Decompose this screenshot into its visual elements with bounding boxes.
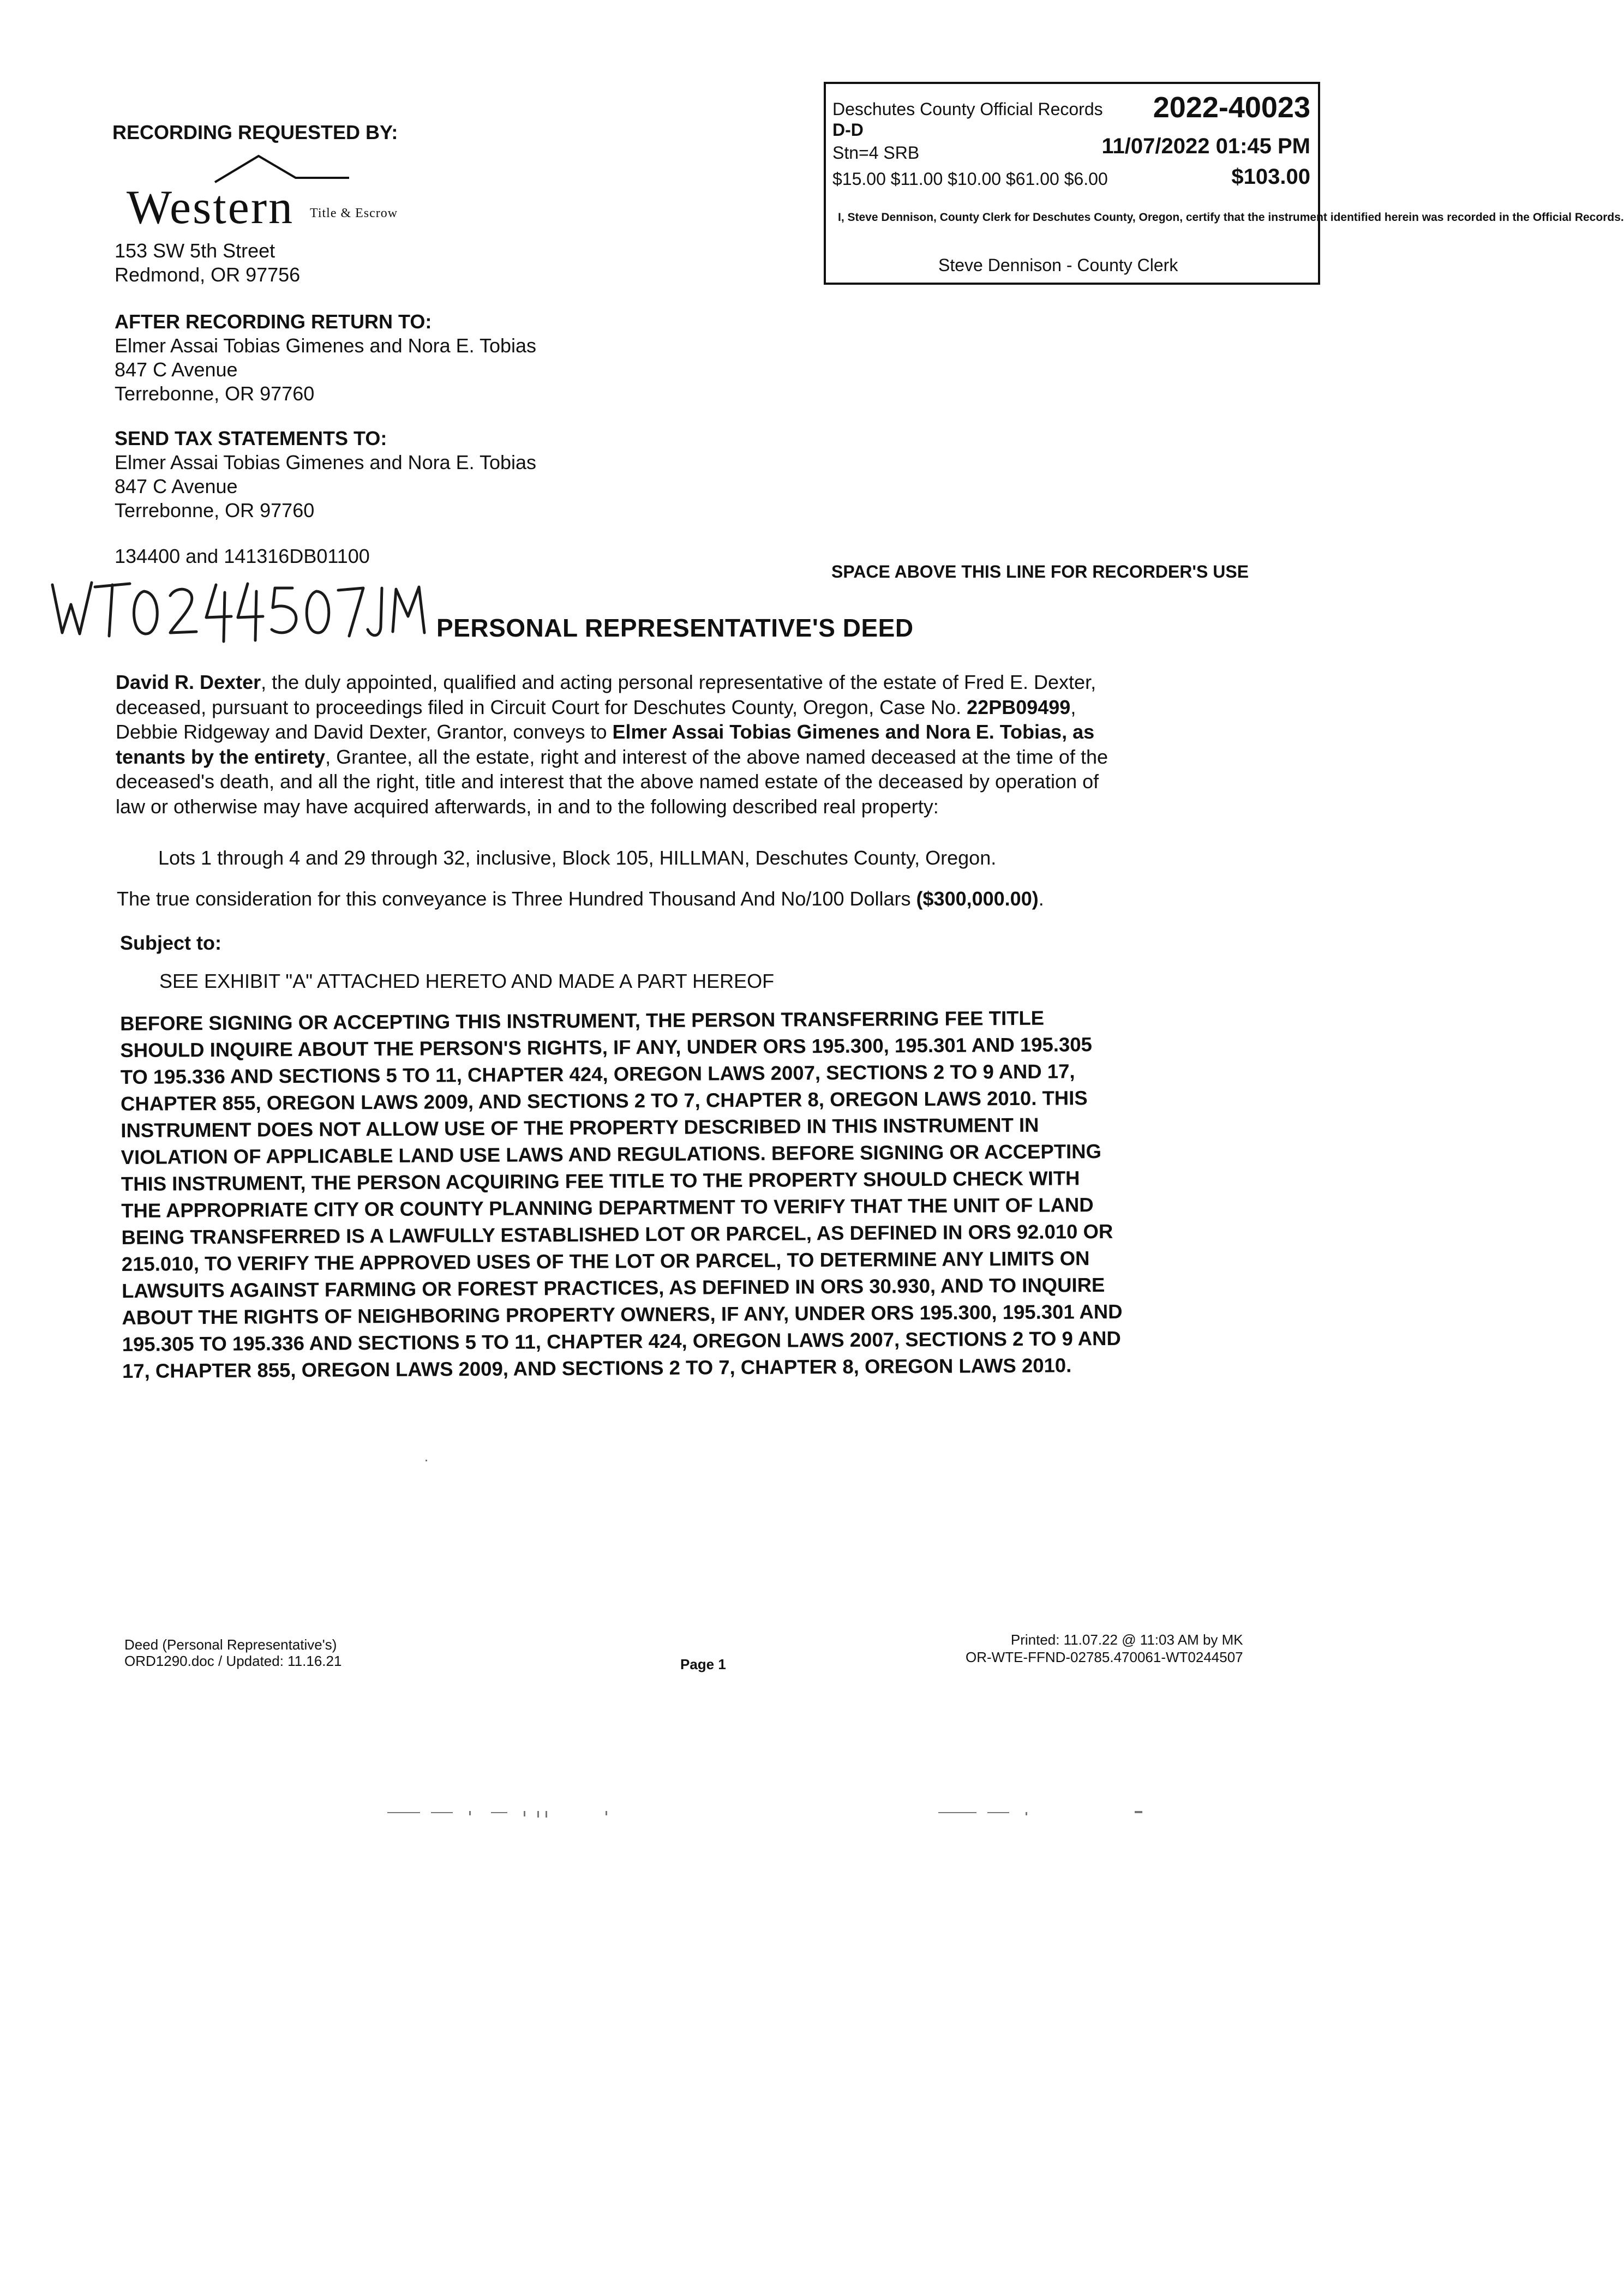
recording-stamp-box	[824, 82, 1624, 285]
recording-office: Deschutes County Official Records	[832, 99, 1103, 119]
print-info	[966, 1631, 1243, 1666]
warning-line: THIS INSTRUMENT, THE PERSON ACQUIRING FEE TITLE TO THE PROPERTY SHOULD CHECK WITH	[121, 1167, 1080, 1195]
consideration-end: .	[1038, 887, 1044, 910]
conveyance-paragraph	[116, 670, 1272, 819]
return-to-line: Elmer Assai Tobias Gimenes and Nora E. Tobias	[115, 334, 537, 357]
warning-line: 195.305 TO 195.336 AND SECTIONS 5 TO 11, CHAPTER 424, OREGON LAWS 2007, SECTIONS 2 TO 9 AND	[122, 1327, 1121, 1356]
paragraph-line	[116, 745, 1272, 770]
case-number: 22PB09499	[967, 695, 1071, 718]
paragraph-line	[116, 719, 1272, 745]
form-name: Deed (Personal Representative's)	[124, 1636, 337, 1653]
warning-line: INSTRUMENT DOES NOT ALLOW USE OF THE PROPERTY DESCRIBED IN THIS INSTRUMENT IN	[121, 1113, 1039, 1142]
recorder-use-notice: SPACE ABOVE THIS LINE FOR RECORDER'S USE	[831, 562, 1249, 581]
address-line: Redmond, OR 97756	[115, 263, 301, 286]
form-identifier	[124, 1636, 341, 1669]
recording-total: $103.00	[1231, 165, 1310, 189]
roof-logo-icon	[214, 152, 350, 184]
consideration-statement	[117, 887, 1044, 910]
page-number: Page 1	[680, 1656, 726, 1672]
tax-statements-line: 847 C Avenue	[115, 475, 238, 497]
tax-statements-block	[115, 427, 536, 523]
return-to-line: Terrebonne, OR 97760	[115, 382, 315, 405]
paragraph-line: law or otherwise may have acquired afterwards, in and to the following described real property:	[116, 795, 939, 818]
tenancy-type: tenants by the entirety	[116, 745, 326, 768]
representative-name: David R. Dexter	[116, 671, 261, 693]
handwritten-order-number	[48, 573, 430, 646]
tax-statements-label: SEND TAX STATEMENTS TO:	[115, 427, 387, 449]
return-to-label: AFTER RECORDING RETURN TO:	[115, 310, 432, 333]
address-line: 153 SW 5th Street	[115, 239, 275, 262]
statutory-warning	[120, 1003, 1290, 1384]
parcel-ids: 134400 and 141316DB01100	[115, 545, 370, 567]
legal-description: Lots 1 through 4 and 29 through 32, inclusive, Block 105, HILLMAN, Deschutes County, Oregon.	[158, 847, 997, 869]
recording-number: 2022-40023	[1153, 91, 1310, 124]
warning-line: 215.010, TO VERIFY THE APPROVED USES OF THE LOT OR PARCEL, TO DETERMINE ANY LIMITS ON	[121, 1247, 1090, 1275]
exhibit-reference: SEE EXHIBIT "A" ATTACHED HERETO AND MADE A PART HEREOF	[159, 970, 775, 992]
clerk-certification: I, Steve Dennison, County Clerk for Deschutes County, Oregon, certify that the instrument identified herein was recorded in the Official Records.	[838, 211, 1624, 224]
paragraph-text: ,	[1070, 695, 1076, 718]
warning-line: BEING TRANSFERRED IS A LAWFULLY ESTABLISHED LOT OR PARCEL, AS DEFINED IN ORS 92.010 OR	[121, 1220, 1113, 1249]
paragraph-line	[116, 670, 1272, 695]
county-clerk: Steve Dennison - County Clerk	[938, 255, 1178, 275]
consideration-text: The true consideration for this conveyance is Three Hundred Thousand And No/100 Dollars	[117, 887, 916, 910]
warning-line: 17, CHAPTER 855, OREGON LAWS 2009, AND SECTIONS 2 TO 7, CHAPTER 8, OREGON LAWS 2010.	[122, 1354, 1072, 1382]
warning-line: ABOUT THE RIGHTS OF NEIGHBORING PROPERTY OWNERS, IF ANY, UNDER ORS 195.300, 195.301 AND	[122, 1300, 1123, 1329]
warning-line: LAWSUITS AGAINST FARMING OR FOREST PRACTICES, AS DEFINED IN ORS 30.930, AND TO INQUIRE	[122, 1273, 1105, 1302]
document-type: D-D	[832, 120, 864, 140]
file-number: OR-WTE-FFND-02785.470061-WT0244507	[966, 1649, 1243, 1665]
logo-subtitle: Title & Escrow	[310, 206, 398, 220]
grantee-names: Elmer Assai Tobias Gimenes and Nora E. Tobias, as	[612, 721, 1095, 743]
form-file: ORD1290.doc / Updated: 11.16.21	[124, 1653, 342, 1669]
recording-datetime: 11/07/2022 01:45 PM	[1101, 134, 1310, 158]
company-address	[115, 239, 300, 287]
logo-wordmark: Western	[127, 181, 295, 234]
warning-line: CHAPTER 855, OREGON LAWS 2009, AND SECTIONS 2 TO 7, CHAPTER 8, OREGON LAWS 2010. THIS	[120, 1087, 1088, 1115]
paragraph-text: , Grantee, all the estate, right and interest of the above named deceased at the time of the	[325, 745, 1108, 768]
consideration-amount: ($300,000.00)	[916, 887, 1039, 910]
paragraph-text: deceased, pursuant to proceedings filed in Circuit Court for Deschutes County, Oregon, Case No.	[116, 695, 967, 718]
document-title: PERSONAL REPRESENTATIVE'S DEED	[436, 614, 914, 642]
warning-line: THE APPROPRIATE CITY OR COUNTY PLANNING DEPARTMENT TO VERIFY THAT THE UNIT OF LAND	[121, 1194, 1094, 1222]
recording-fees: $15.00 $11.00 $10.00 $61.00 $6.00	[832, 169, 1108, 189]
subject-to-heading: Subject to:	[120, 932, 221, 954]
warning-line: VIOLATION OF APPLICABLE LAND USE LAWS AND REGULATIONS. BEFORE SIGNING OR ACCEPTING	[121, 1140, 1102, 1168]
return-to-line: 847 C Avenue	[115, 358, 238, 381]
paragraph-text: Debbie Ridgeway and David Dexter, Grantor, conveys to	[116, 721, 613, 743]
printed-stamp: Printed: 11.07.22 @ 11:03 AM by MK	[1010, 1632, 1243, 1648]
warning-line: SHOULD INQUIRE ABOUT THE PERSON'S RIGHTS, IF ANY, UNDER ORS 195.300, 195.301 AND 195.305	[120, 1033, 1092, 1061]
return-to-block	[115, 310, 536, 406]
paragraph-line	[116, 695, 1272, 720]
paragraph-line: deceased's death, and all the right, title and interest that the above named estate of the deceased by operation of	[116, 770, 1099, 793]
recording-requested-by-label: RECORDING REQUESTED BY:	[112, 121, 398, 143]
western-title-logo	[121, 152, 448, 233]
tax-statements-line: Terrebonne, OR 97760	[115, 499, 315, 521]
paragraph-text: , the duly appointed, qualified and acting personal representative of the estate of Fred E. Dexter,	[261, 671, 1096, 693]
tax-statements-line: Elmer Assai Tobias Gimenes and Nora E. Tobias	[115, 451, 537, 473]
warning-line: BEFORE SIGNING OR ACCEPTING THIS INSTRUMENT, THE PERSON TRANSFERRING FEE TITLE	[120, 1006, 1045, 1035]
warning-line: TO 195.336 AND SECTIONS 5 TO 11, CHAPTER 424, OREGON LAWS 2007, SECTIONS 2 TO 9 AND 17,	[120, 1060, 1075, 1088]
recording-station: Stn=4 SRB	[832, 143, 920, 163]
